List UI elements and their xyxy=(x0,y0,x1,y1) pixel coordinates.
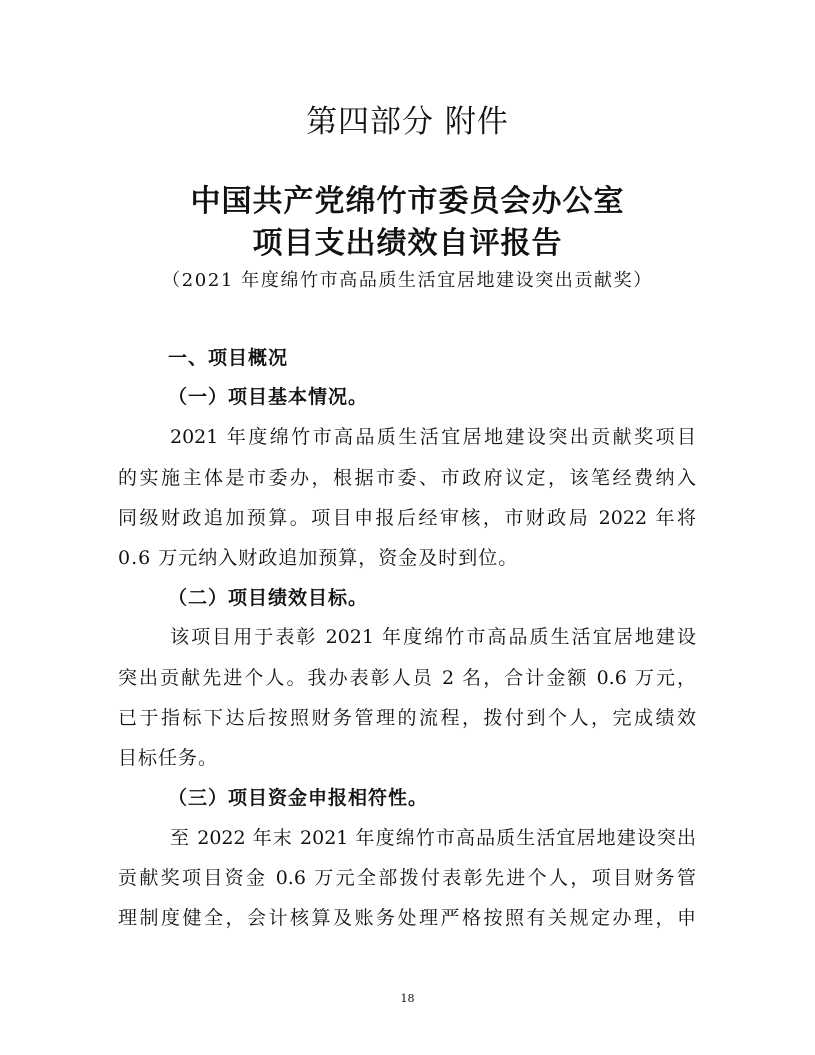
report-subtitle: （2021 年度绵竹市高品质生活宜居地建设突出贡献奖） xyxy=(162,270,653,291)
page-number: 18 xyxy=(400,992,415,1005)
subsection-heading-basic-info: （一）项目基本情况。 xyxy=(168,386,369,408)
paragraph-line: 至 2022 年末 2021 年度绵竹市高品质生活宜居地建设突出 xyxy=(170,827,696,849)
paragraph-line: 目标任务。 xyxy=(118,747,219,769)
paragraph-line: 理制度健全，会计核算及账务处理严格按照有关规定办理，申 xyxy=(118,907,696,929)
section-heading-overview: 一、项目概况 xyxy=(168,347,289,369)
paragraph-line: 该项目用于表彰 2021 年度绵竹市高品质生活宜居地建设 xyxy=(170,626,696,648)
subsection-heading-performance-goal: （二）项目绩效目标。 xyxy=(168,587,369,609)
paragraph-line: 2021 年度绵竹市高品质生活宜居地建设突出贡献奖项目 xyxy=(170,426,696,448)
subsection-heading-fund-consistency: （三）项目资金申报相符性。 xyxy=(168,787,429,809)
paragraph-line: 已于指标下达后按照财务管理的流程，拨付到个人，完成绩效 xyxy=(118,707,696,729)
paragraph-line: 贡献奖项目资金 0.6 万元全部拨付表彰先进个人，项目财务管 xyxy=(118,867,696,889)
paragraph-line: 突出贡献先进个人。我办表彰人员 2 名，合计金额 0.6 万元， xyxy=(118,667,696,689)
paragraph-line: 同级财政追加预算。项目申报后经审核，市财政局 2022 年将 xyxy=(118,507,696,529)
paragraph-line: 0.6 万元纳入财政追加预算，资金及时到位。 xyxy=(118,547,519,569)
part-title: 第四部分 附件 xyxy=(306,104,509,140)
report-title-line-2: 项目支出绩效自评报告 xyxy=(252,226,563,261)
report-title-line-1: 中国共产党绵竹市委员会办公室 xyxy=(190,184,625,219)
paragraph-line: 的实施主体是市委办，根据市委、市政府议定，该笔经费纳入 xyxy=(118,467,696,489)
